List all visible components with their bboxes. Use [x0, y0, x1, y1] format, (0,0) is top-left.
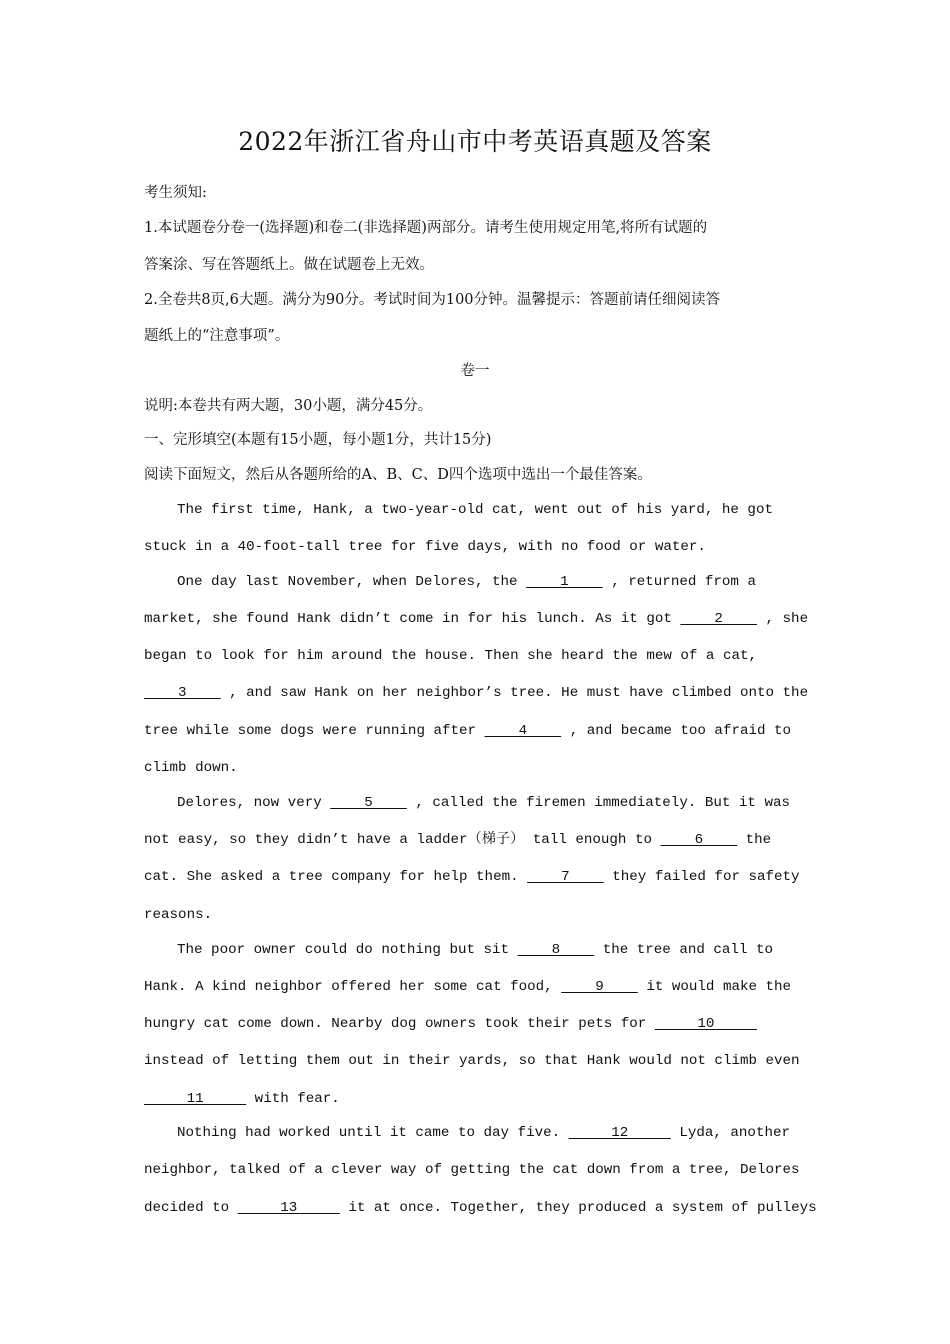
notice-item-1-line-1: 1.本试题卷分卷一(选择题)和卷二(非选择题)两部分。请考生使用规定用笔,将所有试题的 [144, 220, 708, 236]
passage-line: The poor owner could do nothing but sit 8 the tree and call to [177, 942, 773, 958]
notice-item-1-line-2: 答案涂、写在答题纸上。做在试题卷上无效。 [144, 257, 434, 273]
notice-heading: 考生须知: [144, 185, 207, 201]
blank-4: 4 [484, 723, 562, 739]
passage-line: hungry cat come down. Nearby dog owners took their pets for 10 [144, 1016, 758, 1032]
passage-line: 3 , and saw Hank on her neighbor’s tree. He must have climbed onto the [144, 685, 809, 701]
passage-line: One day last November, when Delores, the 1 , returned from a [177, 574, 756, 590]
passage-line: Hank. A kind neighbor offered her some cat food, 9 it would make the [144, 979, 792, 995]
blank-6: 6 [660, 832, 738, 848]
blank-8: 8 [517, 942, 595, 958]
passage-line: Delores, now very 5 , called the firemen immediately. But it was [177, 795, 790, 811]
volume-note: 说明:本卷共有两大题，30小题，满分45分。 [144, 398, 433, 414]
document-title: 2022年浙江省舟山市中考英语真题及答案 [238, 127, 712, 156]
blank-11: 11 [144, 1091, 247, 1107]
section-instruction: 阅读下面短文，然后从各题所给的A、B、C、D四个选项中选出一个最佳答案。 [144, 467, 652, 483]
passage-line: not easy, so they didn’t have a ladder（梯子） tall enough to 6 the [144, 832, 772, 848]
notice-item-2-line-2: 题纸上的“注意事项”。 [144, 328, 290, 344]
passage-line: decided to 13 it at once. Together, they produced a system of pulleys [144, 1200, 817, 1216]
notice-item-2-line-1: 2.全卷共8页,6大题。满分为90分。考试时间为100分钟。温馨提示：答题前请任细阅读答 [144, 292, 721, 308]
volume-heading: 卷一 [460, 363, 490, 379]
blank-3: 3 [144, 685, 221, 701]
blank-5: 5 [330, 795, 407, 811]
passage-line: neighbor, talked of a clever way of getting the cat down from a tree, Delores [144, 1162, 800, 1178]
section-heading: 一、完形填空(本题有15小题，每小题1分，共计15分) [144, 432, 492, 448]
blank-9: 9 [561, 979, 638, 995]
passage-line: cat. She asked a tree company for help them. 7 they failed for safety [144, 869, 800, 885]
blank-12: 12 [568, 1125, 671, 1141]
blank-1: 1 [526, 574, 603, 590]
passage-line: instead of letting them out in their yards, so that Hank would not climb even [144, 1053, 800, 1069]
passage-line: 11 with fear. [144, 1091, 340, 1107]
passage-line: began to look for him around the house. Then she heard the mew of a cat, [144, 648, 757, 664]
blank-13: 13 [237, 1200, 340, 1216]
blank-2: 2 [680, 611, 757, 627]
passage-line: The first time, Hank, a two-year-old cat, went out of his yard, he got [177, 502, 773, 518]
passage-line: market, she found Hank didn’t come in for his lunch. As it got 2 , she [144, 611, 809, 627]
blank-10: 10 [654, 1016, 758, 1032]
passage-line: stuck in a 40-foot-tall tree for five days, with no food or water. [144, 539, 706, 555]
passage-line: tree while some dogs were running after 4 , and became too afraid to [144, 723, 792, 739]
passage-line: reasons. [144, 907, 213, 923]
passage-line: Nothing had worked until it came to day five. 12 Lyda, another [177, 1125, 791, 1141]
passage-line: climb down. [144, 760, 238, 776]
blank-7: 7 [527, 869, 604, 885]
